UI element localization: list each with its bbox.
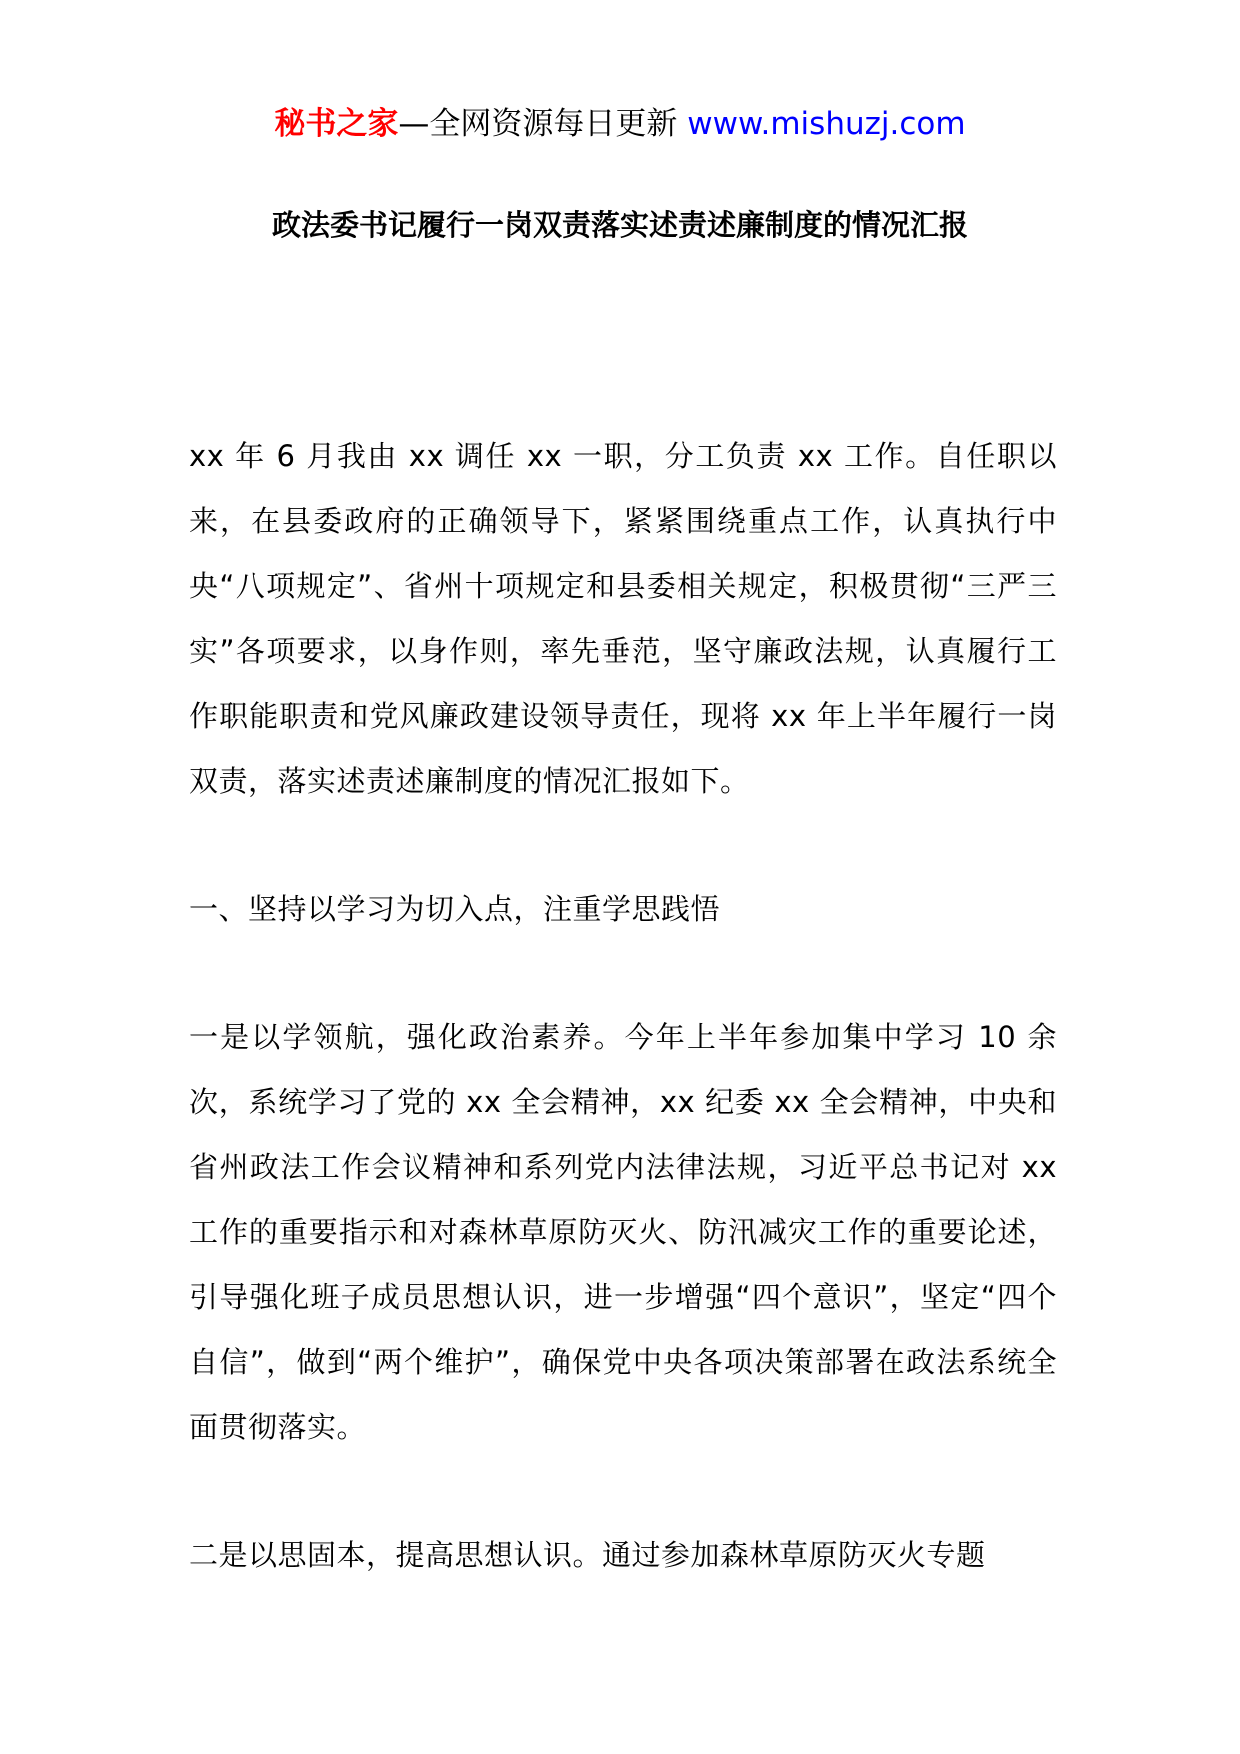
header-url-link[interactable]: www.mishuzj.com <box>687 106 966 142</box>
section-heading-1: 一、坚持以学习为切入点，注重学思践悟 <box>189 892 721 926</box>
document-title: 政法委书记履行一岗双责落实述责述廉制度的情况汇报 <box>271 208 968 242</box>
paragraph-point-1: 一是以学领航，强化政治素养。今年上半年参加集中学习 10 余次，系统学习了党的 xx 全会精神，xx 纪委 xx 全会精神，中央和省州政法工作会议精神和系列党内法律法规，习近平总书记对 xx 工作的重要指示和对森林草原防灭火、防汛减灾工作的重要论述，引导强化班子成员思想认识，进一步增强“四个意识”，坚定“四个自信”，做到“两个维护”，确保党中央各项决策部署在政法系统全面贯彻落实。 <box>189 1020 1057 1444</box>
paragraph-intro: xx 年 6 月我由 xx 调任 xx 一职，分工负责 xx 工作。自任职以来，在县委政府的正确领导下，紧紧围绕重点工作，认真执行中央“八项规定”、省州十项规定和县委相关规定，积极贯彻“三严三实”各项要求，以身作则，率先垂范，坚守廉政法规，认真履行工作职能职责和党风廉政建设领导责任，现将 xx 年上半年履行一岗双责，落实述责述廉制度的情况汇报如下。 <box>189 439 1057 798</box>
document-body <box>189 424 1057 1588</box>
site-header <box>0 100 1240 148</box>
header-brand: 秘书之家 <box>274 106 399 142</box>
header-slogan: —全网资源每日更新 <box>398 106 688 142</box>
paragraph-point-2: 二是以思固本，提高思想认识。通过参加森林草原防灭火专题 <box>189 1538 986 1572</box>
